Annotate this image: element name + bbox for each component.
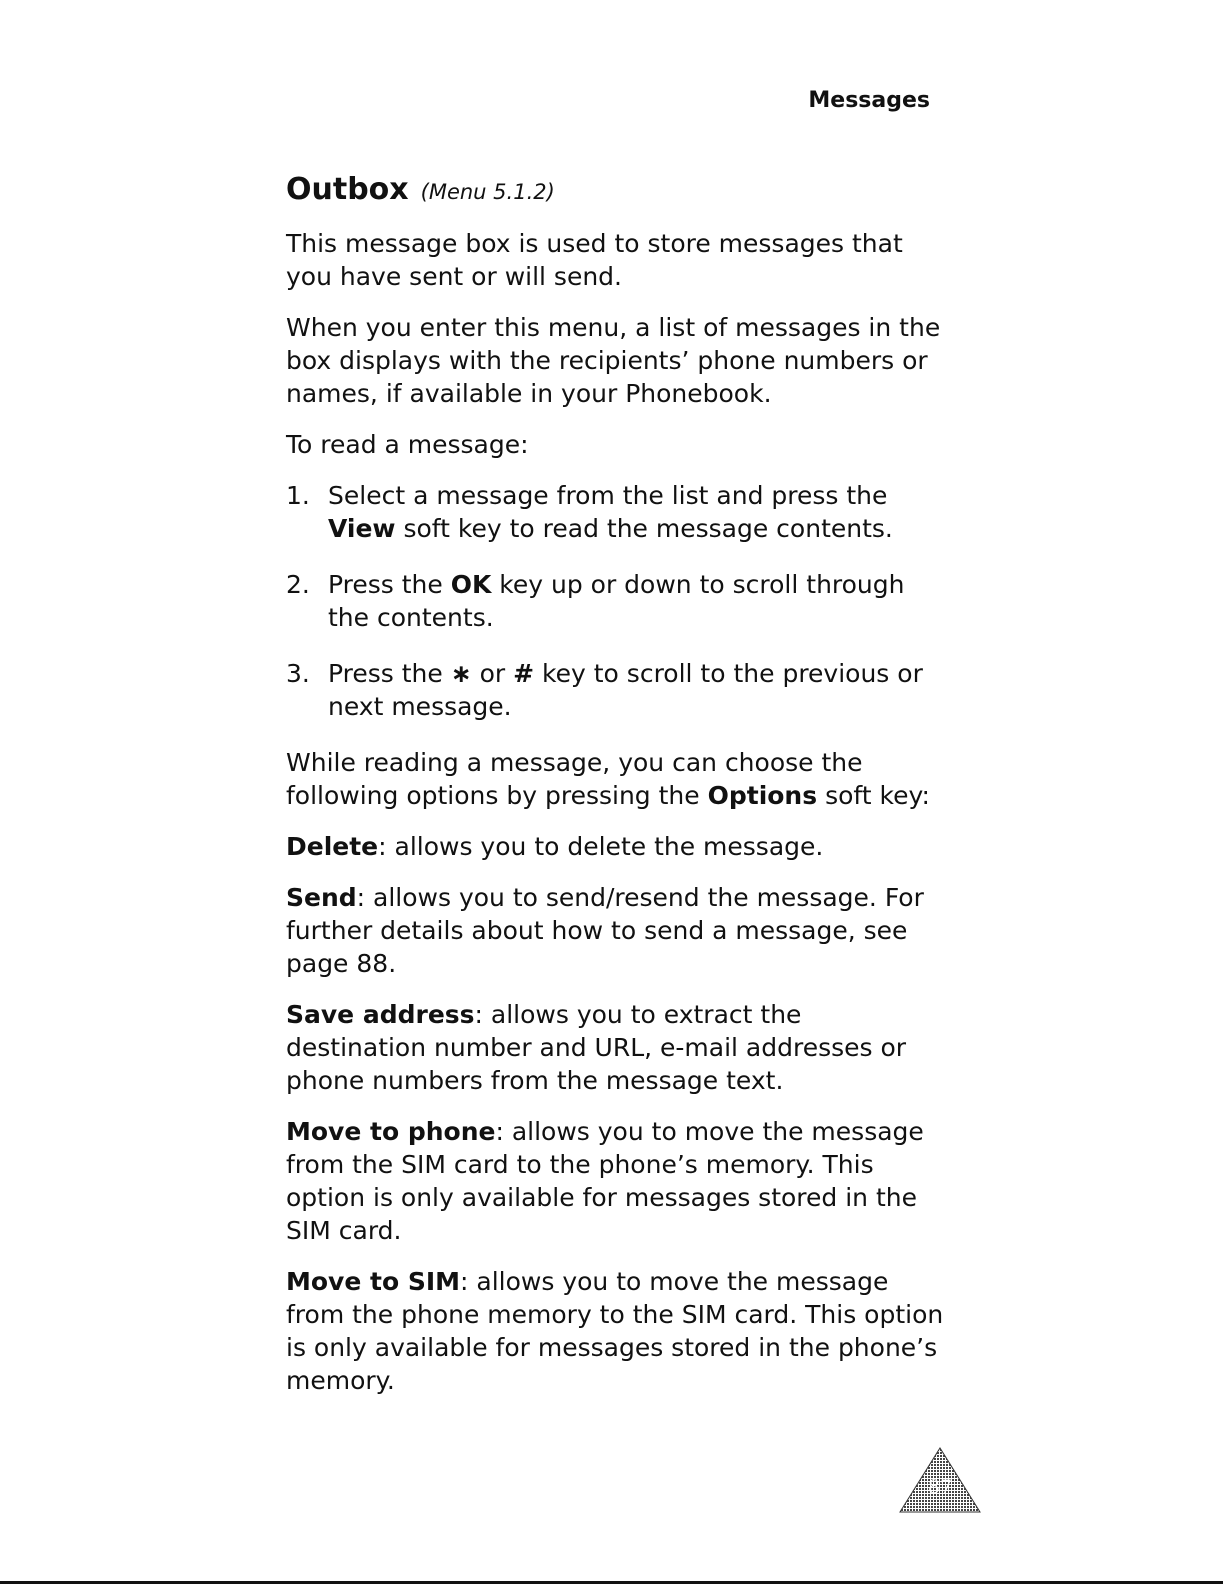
step-text: key to scroll to the previous or next message. (328, 659, 923, 721)
step-number: 1. (286, 481, 310, 510)
option-term: Send (286, 883, 357, 912)
hash-key-icon: # (513, 659, 535, 688)
options-intro (286, 746, 946, 812)
steps-lead: To read a message: (286, 430, 529, 459)
step-text: or (471, 659, 514, 688)
page-number-badge (898, 1446, 982, 1514)
step-text: Select a message from the list and press the (328, 481, 888, 510)
soft-key-name: View (328, 514, 396, 543)
option-entry (286, 998, 946, 1097)
options-intro-text: While reading a message, you can choose the following options by pressing the (286, 748, 863, 810)
step-item (286, 479, 946, 545)
step-text: Press the (328, 570, 451, 599)
running-header: Messages (808, 88, 930, 113)
section-title: Outbox (286, 172, 409, 207)
option-term: Delete (286, 832, 379, 861)
option-entry (286, 1115, 946, 1247)
option-description: : allows you to move the message from the SIM card to the phone’s memory. This option is only available for messages stored in the SIM card. (286, 1117, 924, 1245)
step-number: 3. (286, 659, 310, 688)
step-item (286, 657, 946, 723)
option-entry (286, 1265, 946, 1397)
option-description: : allows you to move the message from the phone memory to the SIM card. This option is only available for messages stored in the phone’s memory. (286, 1267, 944, 1395)
page-number: 87 (927, 1476, 953, 1498)
section-heading (286, 173, 946, 209)
option-description: : allows you to send/resend the message. For further details about how to send a message, see page 88. (286, 883, 924, 978)
intro-paragraph: This message box is used to store messages that you have sent or will send. (286, 229, 903, 291)
step-item (286, 568, 946, 634)
star-key-icon: ∗ (450, 659, 472, 688)
page-content (286, 173, 946, 1415)
options-intro-text: soft key: (817, 781, 930, 810)
menu-reference: (Menu 5.1.2) (420, 180, 555, 204)
option-term: Move to SIM (286, 1267, 461, 1296)
steps-list (286, 479, 946, 723)
step-text: soft key to read the message contents. (395, 514, 893, 543)
option-entry (286, 830, 946, 863)
step-text: Press the (328, 659, 451, 688)
option-term: Move to phone (286, 1117, 496, 1146)
step-number: 2. (286, 570, 310, 599)
option-description: : allows you to extract the destination number and URL, e-mail addresses or phone numbers from the message text. (286, 1000, 907, 1095)
key-name: OK (450, 570, 492, 599)
step-text: key up or down to scroll through the contents. (328, 570, 905, 632)
intro-paragraph: When you enter this menu, a list of messages in the box displays with the recipients’ phone numbers or names, if available in your Phonebook. (286, 313, 941, 408)
option-term: Save address (286, 1000, 475, 1029)
option-description: : allows you to delete the message. (378, 832, 824, 861)
options-soft-key-name: Options (707, 781, 818, 810)
option-entry (286, 881, 946, 980)
